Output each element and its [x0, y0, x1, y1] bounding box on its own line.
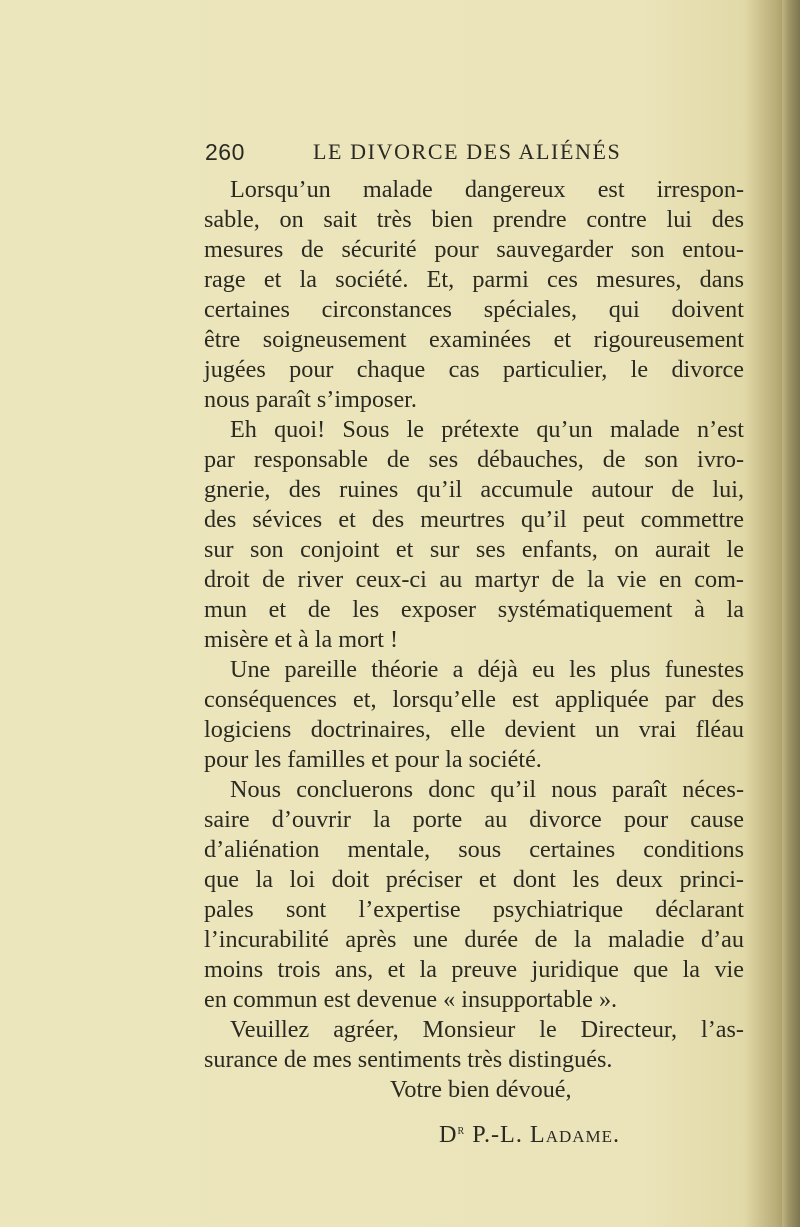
text-line: mun et de les exposer systématiquement à la — [204, 596, 744, 623]
text-line: Nous concluerons donc qu’il nous paraît néces- — [230, 776, 744, 803]
text-line: être soigneusement examinées et rigoureusement — [204, 326, 744, 353]
text-line: misère et à la mort ! — [204, 626, 399, 653]
text-line: gnerie, des ruines qu’il accumule autour de lui, — [204, 476, 744, 503]
body-text — [204, 175, 744, 1148]
text-line: l’incurabilité après une durée de la maladie d’au — [204, 926, 744, 953]
text-line: Veuillez agréer, Monsieur le Directeur, l’as- — [230, 1016, 744, 1043]
signature — [204, 1115, 744, 1148]
text-line: pour les familles et pour la société. — [204, 746, 542, 773]
running-title: LE DIVORCE DES ALIÉNÉS — [313, 139, 622, 164]
text-line: logiciens doctrinaires, elle devient un vrai fléau — [204, 716, 744, 743]
text-line: moins trois ans, et la preuve juridique que la vie — [204, 956, 744, 983]
closing-line: Votre bien dévoué, — [390, 1076, 572, 1103]
text-line: Une pareille théorie a déjà eu les plus funestes — [230, 656, 744, 683]
text-line: jugées pour chaque cas particulier, le divorce — [204, 356, 744, 383]
text-line: en commun est devenue « insupportable ». — [204, 986, 618, 1013]
page-header — [205, 139, 765, 173]
text-line: Lorsqu’un malade dangereux est irrespon- — [230, 176, 744, 203]
text-line: certaines circonstances spéciales, qui doivent — [204, 296, 744, 323]
text-line: saire d’ouvrir la porte au divorce pour cause — [204, 806, 744, 833]
page-edge-shadow — [782, 0, 800, 1227]
text-line: Eh quoi! Sous le prétexte qu’un malade n’est — [230, 416, 744, 443]
text-line: que la loi doit préciser et dont les deux princi- — [204, 866, 744, 893]
text-line: nous paraît s’imposer. — [204, 386, 417, 413]
text-line: sable, on sait très bien prendre contre lui des — [204, 206, 744, 233]
text-line: des sévices et des meurtres qu’il peut commettre — [204, 506, 744, 533]
text-line: sur son conjoint et sur ses enfants, on aurait le — [204, 536, 744, 563]
paragraph-lines — [204, 175, 744, 1075]
text-line: mesures de sécurité pour sauvegarder son entou- — [204, 236, 744, 263]
text-line: pales sont l’expertise psychiatrique déclarant — [204, 896, 744, 923]
signature-name: P.-L. Ladame. — [472, 1120, 621, 1148]
signature-title: $D^r$ — [439, 1120, 466, 1148]
text-line: d’aliénation mentale, sous certaines conditions — [204, 836, 744, 863]
text-line: conséquences et, lorsqu’elle est appliquée par des — [204, 686, 744, 713]
text-line: par responsable de ses débauches, de son ivro- — [204, 446, 744, 473]
page-number: 260 — [205, 139, 245, 165]
text-line: rage et la société. Et, parmi ces mesures, dans — [204, 266, 744, 293]
text-line: droit de river ceux-ci au martyr de la vie en com- — [204, 566, 744, 593]
text-line: surance de mes sentiments très distingués. — [204, 1046, 613, 1073]
